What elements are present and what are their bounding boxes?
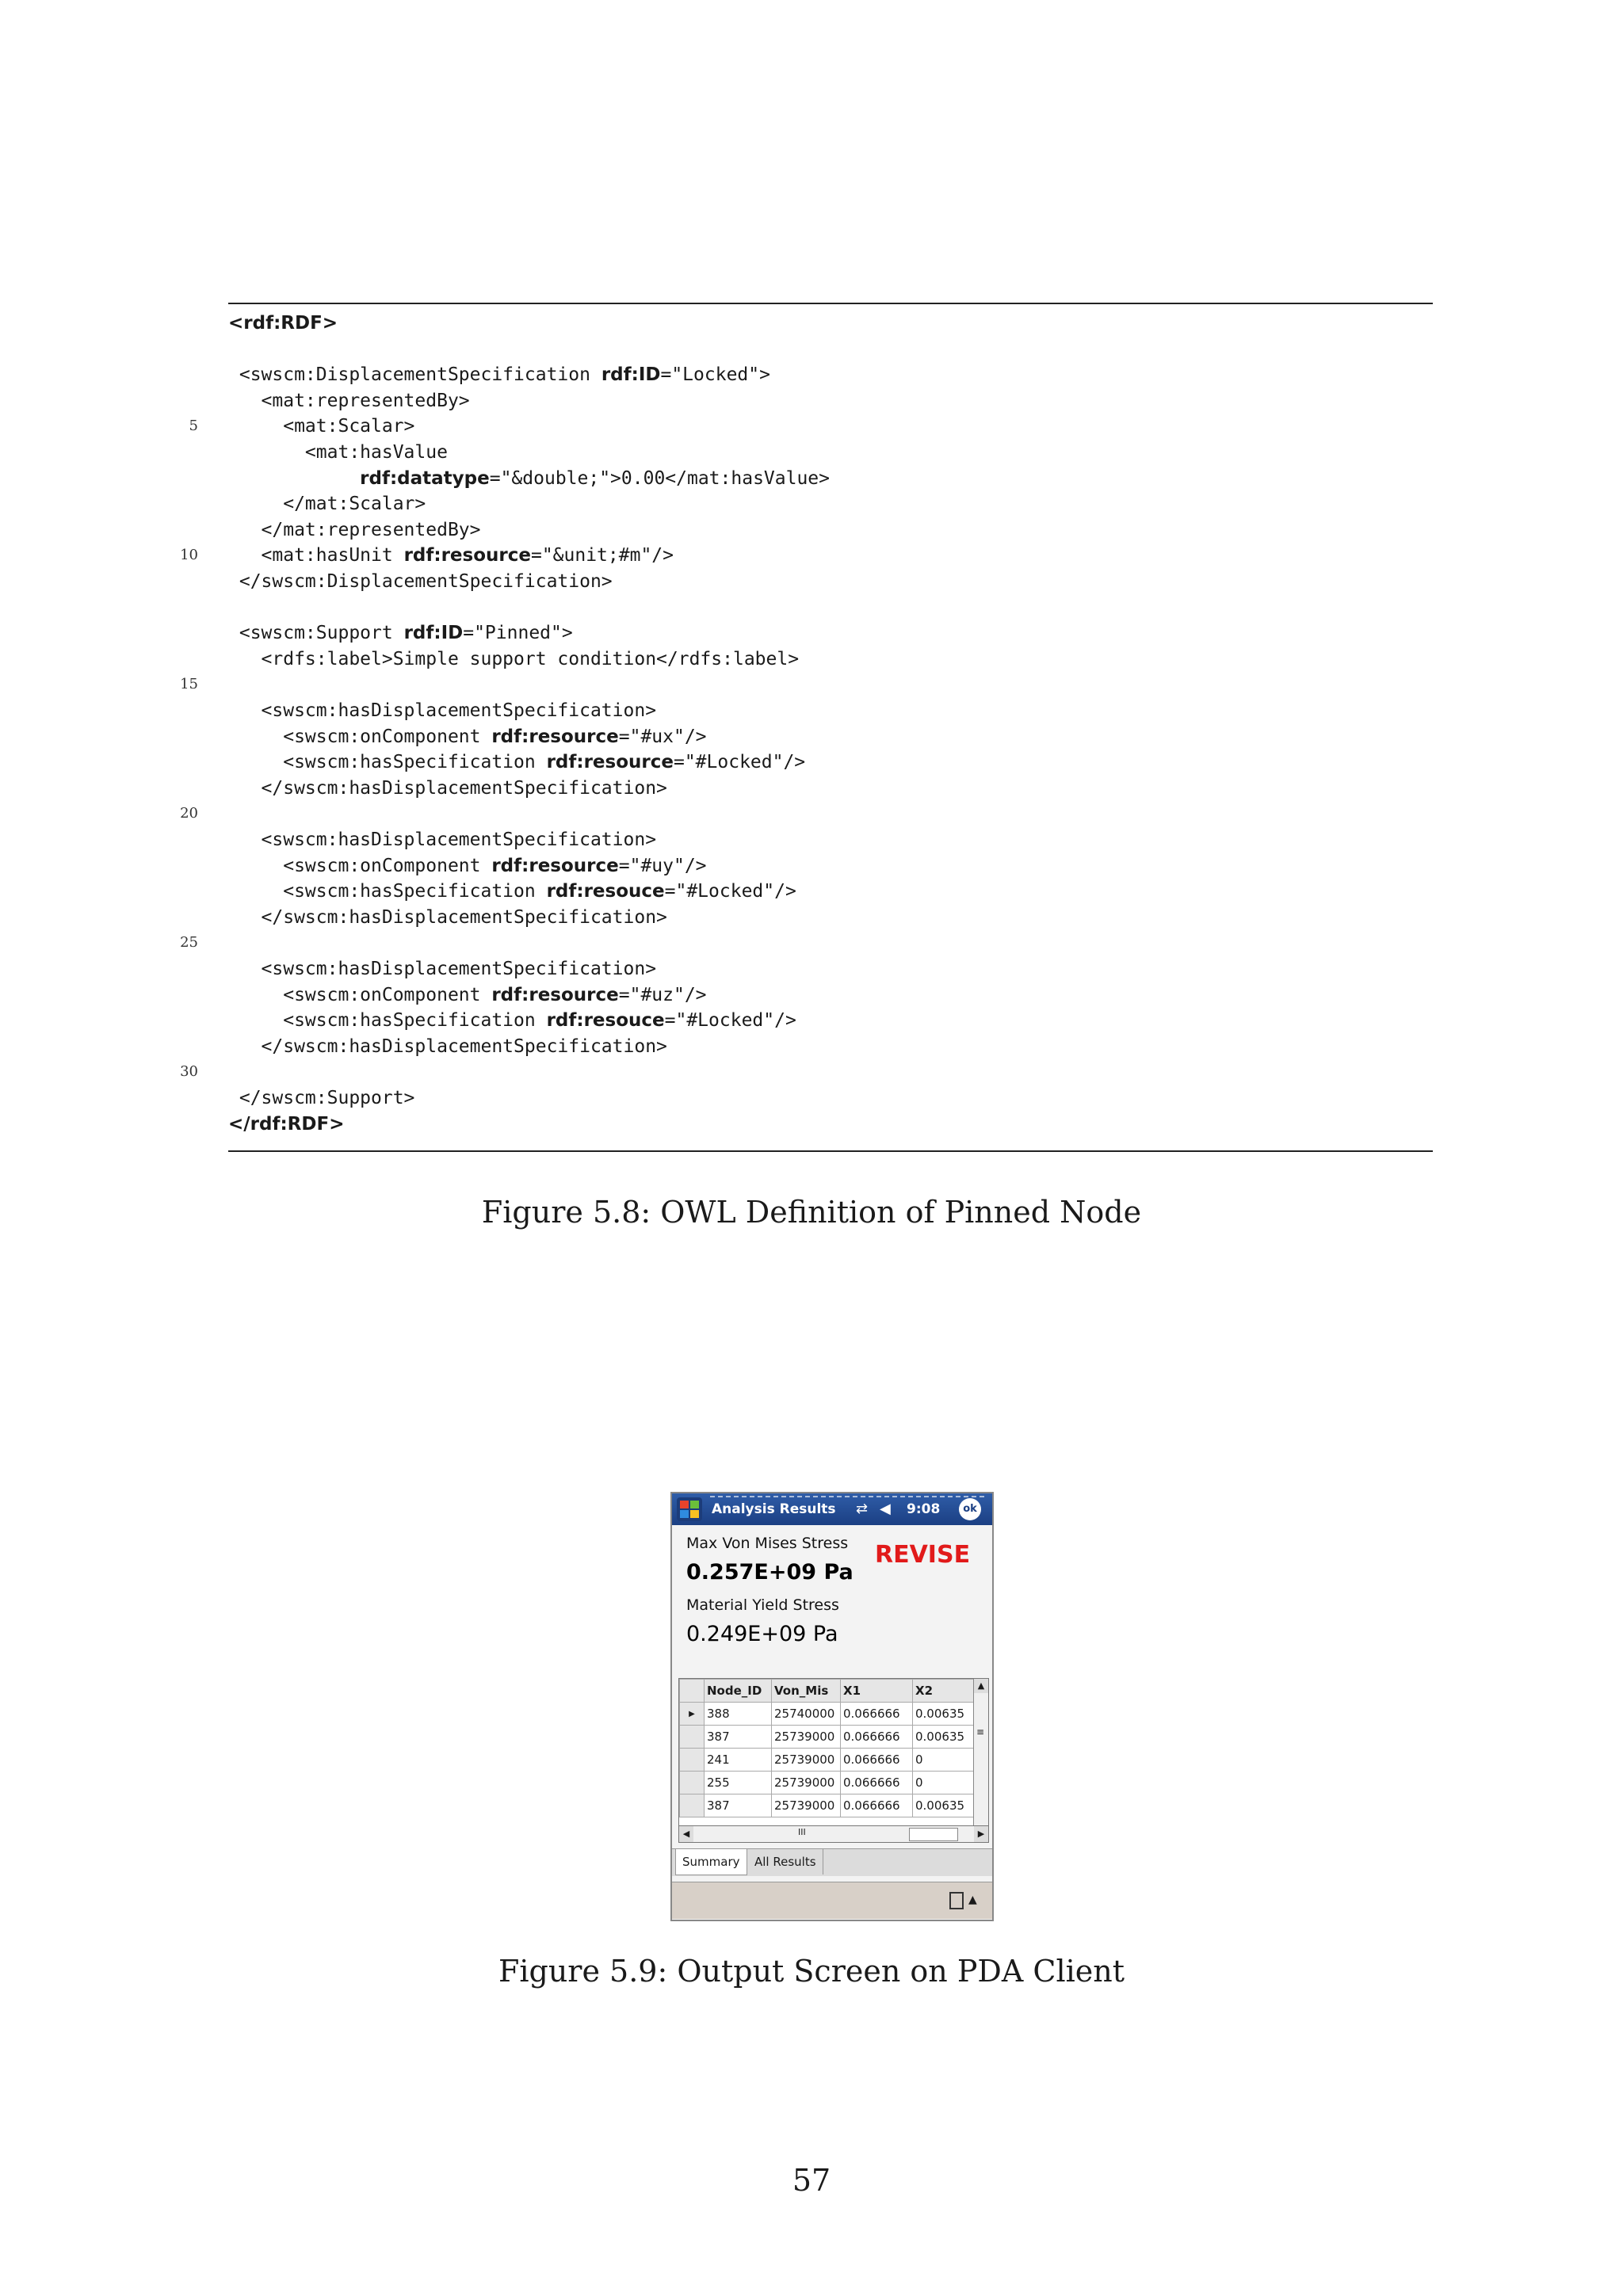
menu-bar [672,1882,992,1919]
grid-cell[interactable]: 0.00635 [913,1703,979,1726]
code-line [228,414,414,439]
pda-title: Analysis Results [712,1501,836,1517]
line-number: 5 [189,418,198,434]
page-number: 57 [792,2163,831,2198]
input-menu-arrow-icon[interactable]: ▲ [968,1894,977,1906]
scroll-left-icon[interactable]: ◀ [679,1826,693,1842]
code-line [228,749,805,775]
line-number: 10 [180,547,198,563]
code-text: </swscm:hasDisplacementSpecification> [228,907,667,928]
grid-cell[interactable]: 25740000 [772,1703,841,1726]
code-text: <mat:hasValue [228,442,448,463]
code-text: ="&double;">0.00</mat:hasValue> [489,468,830,489]
line-number: 25 [180,934,198,951]
code-attribute: rdf:resource [491,856,619,876]
table-row[interactable] [680,1726,979,1749]
line-number: 20 [180,805,198,822]
grid-cell[interactable]: 387 [705,1726,772,1749]
grid-cell[interactable]: 0 [913,1772,979,1794]
code-text: ="&unit;#m"/> [530,545,674,566]
code-text: ="#ux"/> [618,727,707,747]
table-row[interactable] [680,1794,979,1817]
windows-flag-icon[interactable] [677,1497,702,1521]
grid-cell[interactable]: 387 [705,1794,772,1817]
code-text [228,468,360,489]
grid-corner [680,1680,705,1703]
grid-cell[interactable]: 25739000 [772,1749,841,1772]
grid-cell[interactable]: 241 [705,1749,772,1772]
code-attribute: rdf:resouce [546,881,665,902]
figure-5-8-caption: Figure 5.8: OWL Definition of Pinned Node [481,1195,1142,1230]
status-label: REVISE [875,1541,971,1569]
figure-5-9-caption: Figure 5.9: Output Screen on PDA Client [498,1954,1125,1989]
row-header[interactable] [680,1794,705,1817]
pda-title-bar [672,1493,992,1525]
code-attribute: </rdf:RDF> [228,1114,345,1135]
speaker-icon[interactable]: ◀ [880,1501,891,1517]
title-bar-dashes [710,1496,987,1497]
code-line [228,646,799,672]
grid-cell[interactable]: 25739000 [772,1772,841,1794]
code-attribute: rdf:datatype [360,468,490,489]
code-line [228,620,573,646]
code-text: <swscm:hasSpecification [228,1010,547,1031]
code-line [228,982,707,1008]
grid-cell[interactable]: 0.00635 [913,1726,979,1749]
code-attribute: rdf:resouce [546,1010,665,1031]
scroll-right-icon[interactable]: ▶ [974,1826,988,1842]
results-table [679,1679,979,1817]
scroll-up-icon[interactable]: ▲ [974,1679,988,1693]
horizontal-scrollbar[interactable] [678,1825,989,1843]
code-text: </swscm:hasDisplacementSpecification> [228,1036,667,1057]
table-row[interactable] [680,1703,979,1726]
code-line [228,569,613,594]
code-text: <swscm:hasSpecification [228,752,547,772]
code-line [228,362,770,387]
code-attribute: rdf:ID [403,623,464,643]
grid-cell[interactable]: 0.066666 [841,1794,913,1817]
code-line [228,517,481,543]
grid-cell[interactable]: 388 [705,1703,772,1726]
grid-header-row [680,1680,979,1703]
code-line [228,776,667,801]
row-header[interactable] [680,1772,705,1794]
grid-cell[interactable]: 25739000 [772,1726,841,1749]
code-line [228,1008,796,1033]
grid-cell[interactable]: 255 [705,1772,772,1794]
code-attribute: <rdf:RDF> [228,313,338,334]
grid-cell[interactable]: 0.066666 [841,1703,913,1726]
code-line [228,1085,414,1111]
code-text: <swscm:hasSpecification [228,881,547,902]
grid-cell[interactable]: 0.066666 [841,1749,913,1772]
tab-all-results[interactable]: All Results [748,1849,823,1875]
code-attribute: rdf:resource [491,727,619,747]
code-line [228,827,656,852]
code-text: <rdfs:label>Simple support condition</rdfs:label> [228,649,800,669]
scroll-grip-icon: III [798,1827,806,1837]
yield-stress-value: 0.249E+09 Pa [686,1622,838,1646]
keyboard-icon[interactable] [949,1892,964,1909]
grid-column-header[interactable]: X2 [913,1680,979,1703]
code-text: </swscm:DisplacementSpecification> [228,571,613,592]
scroll-thumb[interactable] [909,1828,958,1841]
code-text: <swscm:hasDisplacementSpecification> [228,959,657,979]
ok-button[interactable]: ok [959,1498,981,1520]
grid-cell[interactable]: 0.066666 [841,1726,913,1749]
code-text: ="#Locked"/> [664,881,796,902]
code-text: <swscm:onComponent [228,985,492,1005]
line-number: 30 [180,1063,198,1080]
code-text: ="#Locked"/> [664,1010,796,1031]
code-line [228,1034,667,1059]
code-line [228,905,667,930]
code-text: <swscm:DisplacementSpecification [228,364,601,385]
code-line [228,466,830,491]
code-text: ="#uz"/> [618,985,707,1005]
code-text: ="#uy"/> [618,856,707,876]
code-line [228,311,338,336]
code-text: <mat:hasUnit [228,545,404,566]
listing-top-rule [228,303,1433,304]
vertical-scrollbar[interactable] [973,1679,988,1826]
code-line [228,724,707,749]
code-text: ="Locked"> [660,364,770,385]
scroll-grip-icon: ≡ [976,1726,985,1737]
grid-column-header[interactable]: X1 [841,1680,913,1703]
row-header[interactable] [680,1749,705,1772]
code-line [228,491,426,517]
grid-column-header[interactable]: Node_ID [705,1680,772,1703]
table-row[interactable] [680,1749,979,1772]
code-attribute: rdf:resource [403,545,531,566]
line-number: 15 [180,676,198,692]
code-text: <swscm:hasDisplacementSpecification> [228,700,657,721]
tab-summary[interactable]: Summary [675,1849,747,1875]
code-line [228,440,448,465]
row-header[interactable] [680,1726,705,1749]
max-stress-label: Max Von Mises Stress [686,1535,849,1552]
grid-column-header[interactable]: Von_Mis [772,1680,841,1703]
code-text: <swscm:onComponent [228,856,492,876]
grid-cell[interactable]: 25739000 [772,1794,841,1817]
code-text: <swscm:Support [228,623,404,643]
code-line [228,879,796,904]
code-attribute: rdf:ID [601,364,661,385]
code-text: <mat:Scalar> [228,416,415,437]
grid-cell[interactable]: 0.00635 [913,1794,979,1817]
grid-cell[interactable]: 0 [913,1749,979,1772]
code-text: <swscm:hasDisplacementSpecification> [228,830,657,850]
code-text: ="Pinned"> [463,623,573,643]
code-text: <swscm:onComponent [228,727,492,747]
yield-stress-label: Material Yield Stress [686,1596,839,1614]
table-row[interactable] [680,1772,979,1794]
code-attribute: rdf:resource [491,985,619,1005]
code-text: <mat:representedBy> [228,391,470,411]
code-text: ="#Locked"/> [673,752,806,772]
pda-screenshot [670,1492,994,1921]
clock[interactable]: 9:08 [907,1501,941,1517]
grid-cell[interactable]: 0.066666 [841,1772,913,1794]
code-text: </mat:Scalar> [228,494,426,514]
code-text: </swscm:hasDisplacementSpecification> [228,778,667,799]
code-line [228,1112,344,1137]
code-line [228,853,707,879]
results-grid[interactable] [678,1678,989,1827]
current-row-indicator-icon[interactable]: ▶ [680,1703,705,1726]
listing-bottom-rule [228,1150,1433,1152]
tab-bar [672,1848,992,1876]
code-line [228,543,674,568]
connectivity-icon[interactable]: ⇄ [856,1501,869,1517]
code-text: </mat:representedBy> [228,520,481,540]
max-stress-value: 0.257E+09 Pa [686,1560,854,1585]
code-line [228,956,656,982]
code-line [228,698,656,723]
code-text: </swscm:Support> [228,1088,415,1108]
code-line [228,388,470,414]
code-attribute: rdf:resource [546,752,674,772]
